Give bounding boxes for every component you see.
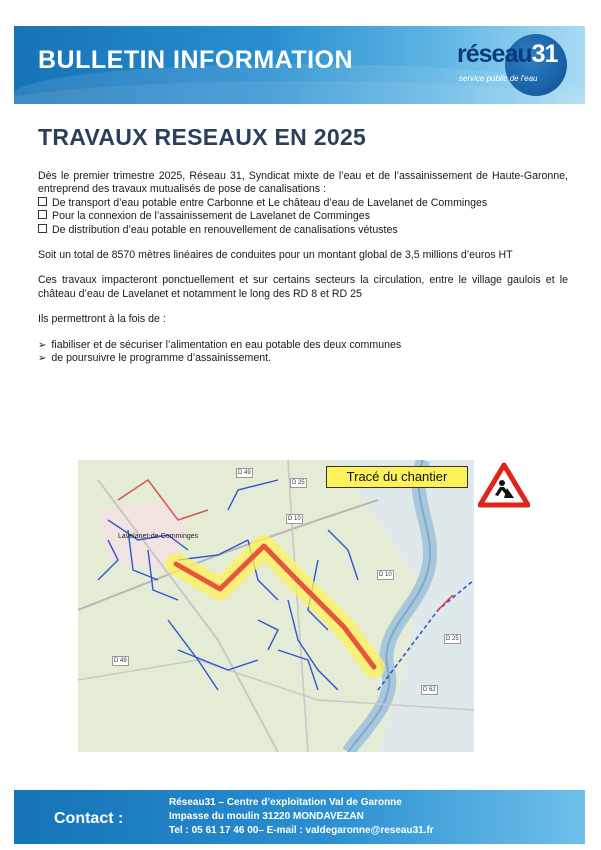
purpose-item: ➢ de poursuivre le programme d’assainissement. xyxy=(38,352,272,365)
road-label: D 25 xyxy=(292,480,305,486)
contact-address: Impasse du moulin 31220 MONDAVEZAN xyxy=(169,811,364,822)
logo-wordmark: réseau31 xyxy=(457,40,558,68)
intro-paragraph: Dès le premier trimestre 2025, Réseau 31, Syndicat mixte de l’eau et de l’assainissement de Haute-Garonne, entreprend des travaux mutualisés de pose de canalisations : xyxy=(38,170,568,196)
contact-phone-email: Tel : 05 61 17 46 00– E-mail : valdegaronne@reseau31.fr xyxy=(169,825,434,836)
page-title: TRAVAUX RESEAUX EN 2025 xyxy=(38,124,367,150)
road-label: D 10 xyxy=(379,572,392,578)
purpose-item: ➢ fiabiliser et de sécuriser l’alimentation en eau potable des deux communes xyxy=(38,338,402,351)
logo-tagline: service public de l'eau xyxy=(459,74,538,83)
bulletin-title: BULLETIN INFORMATION xyxy=(38,46,354,74)
article-body xyxy=(38,170,568,365)
checkbox-icon xyxy=(38,224,47,233)
reseau31-logo xyxy=(457,36,561,88)
roadworks-warning-icon xyxy=(478,462,530,508)
checklist-item: Pour la connexion de l’assainissement de Lavelanet de Comminges xyxy=(38,210,568,223)
total-paragraph: Soit un total de 8570 mètres linéaires de conduites pour un montant global de 3,5 millions d’euros HT xyxy=(38,249,513,262)
checkbox-icon xyxy=(38,197,47,206)
purpose-intro: Ils permettront à la fois de : xyxy=(38,313,166,326)
road-label: D 10 xyxy=(288,516,301,522)
contact-footer xyxy=(14,790,585,844)
impact-paragraph: Ces travaux impacteront ponctuellement et sur certains secteurs la circulation, entre le village gaulois et le château d’eau de Lavelanet et notamment le long des RD 8 et RD 25 xyxy=(38,274,568,300)
town-label: Lavelanet-de-Comminges xyxy=(118,533,199,540)
arrow-bullet-icon: ➢ xyxy=(38,339,47,351)
contact-org: Réseau31 – Centre d’exploitation Val de Garonne xyxy=(169,797,402,808)
checklist-item: De distribution d’eau potable en renouvellement de canalisations vétustes xyxy=(38,224,568,237)
map-drawing xyxy=(78,460,474,752)
road-label: D 49 xyxy=(114,658,127,664)
checklist-item: De transport d’eau potable entre Carbonne et Le château d’eau de Lavelanet de Comminges xyxy=(38,197,568,210)
road-label: D 49 xyxy=(238,470,251,476)
contact-label: Contact : xyxy=(54,810,124,827)
checkbox-icon xyxy=(38,210,47,219)
contact-details xyxy=(169,796,434,838)
road-label: D 62 xyxy=(423,687,436,693)
header-banner xyxy=(14,26,585,104)
arrow-bullet-icon: ➢ xyxy=(38,353,47,365)
map-legend: Tracé du chantier xyxy=(326,466,468,488)
road-label: D 25 xyxy=(446,636,459,642)
works-map xyxy=(78,460,474,752)
